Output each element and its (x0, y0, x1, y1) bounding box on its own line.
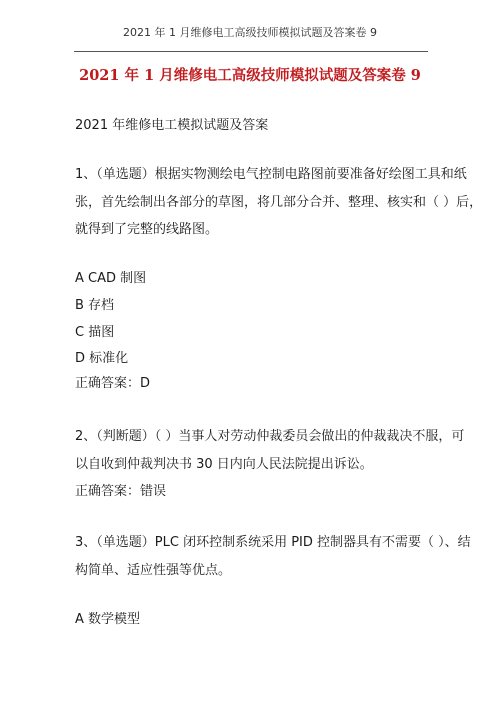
question-1-answer: 正确答案：D (75, 376, 151, 391)
question-3-line-1: 3、（单选题）PLC 闭环控制系统采用 PID 控制器具有不需要（ ）、结 (75, 535, 471, 550)
question-2-line-2: 以自收到仲裁判决书 30 日内向人民法院提出诉讼。 (75, 456, 373, 472)
question-3-text (75, 529, 471, 584)
question-2-answer: 正确答案：错误 (75, 484, 167, 499)
question-2-text (75, 423, 465, 478)
document-subtitle: 2021 年维修电工模拟试题及答案 (75, 118, 269, 133)
question-3-line-2: 构简单、适应性强等优点。 (75, 562, 232, 578)
question-3-option-a: A 数学模型 (75, 612, 141, 627)
question-1-text (75, 161, 483, 244)
question-1-line-2: 张，首先绘制出各部分的草图，将几部分合并、整理、核实和（ ）后， (75, 194, 483, 210)
header-divider (74, 51, 428, 52)
question-1-option-c: C 描图 (75, 325, 115, 340)
question-1-option-d: D 标准化 (75, 351, 129, 366)
document-title: 2021 年 1 月维修电工高级技师模拟试题及答案卷 9 (79, 67, 421, 84)
question-1-option-a: A CAD 制图 (75, 271, 147, 286)
question-1-line-3: 就得到了完整的线路图。 (75, 222, 219, 237)
question-1-line-1: 1、（单选题）根据实物测绘电气控制电路图前要准备好绘图工具和纸 (75, 167, 467, 182)
question-1-option-b: B 存档 (75, 298, 115, 313)
running-header: 2021 年 1 月维修电工高级技师模拟试题及答案卷 9 (123, 26, 377, 39)
question-2-line-1: 2、（判断题）（ ）当事人对劳动仲裁委员会做出的仲裁裁决不服，可 (75, 429, 465, 444)
